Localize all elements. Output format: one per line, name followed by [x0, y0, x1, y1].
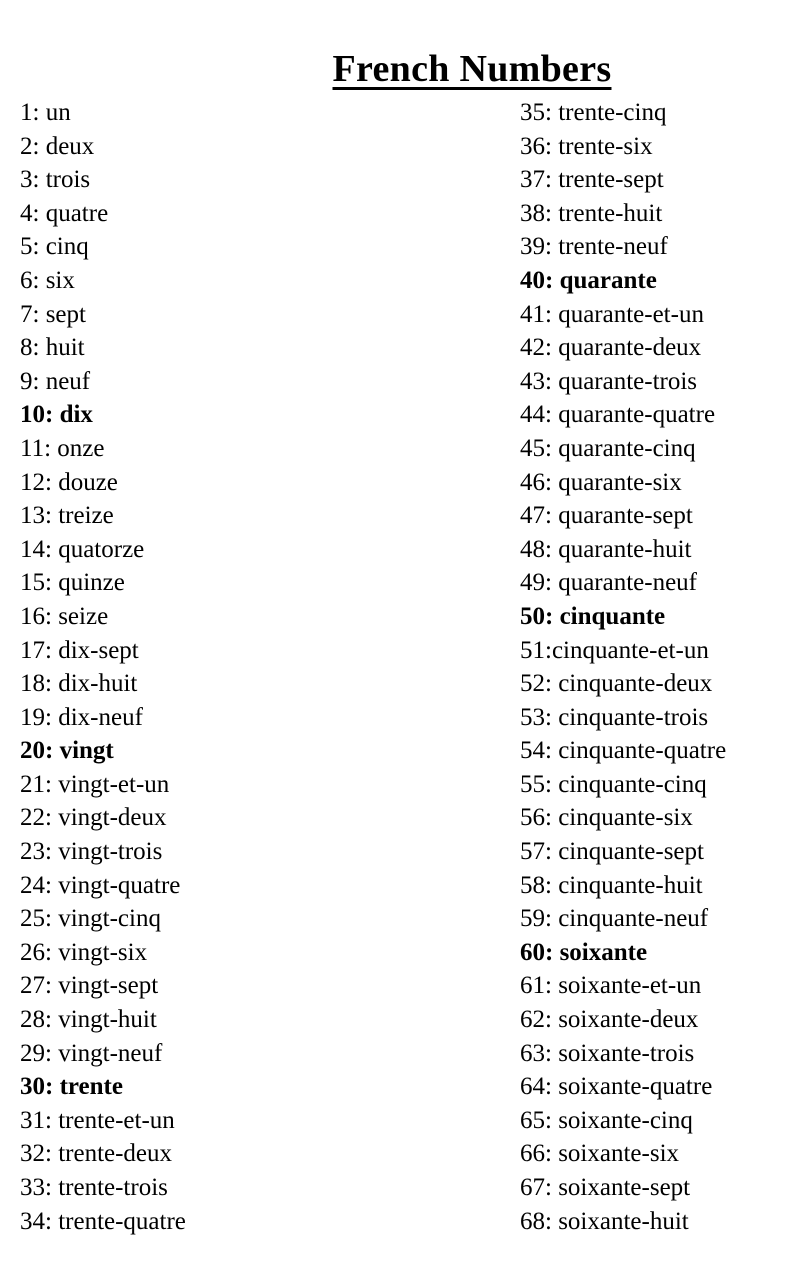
number-entry: 33: trente-trois	[20, 1174, 168, 1201]
number-entry: 16: seize	[20, 602, 109, 630]
number-list-right	[520, 96, 790, 1238]
number-entry: 25: vingt-cinq	[20, 905, 161, 933]
number-entry: 9: neuf	[20, 367, 91, 395]
number-entry: 11: onze	[20, 434, 105, 462]
number-entry: 61: soixante-et-un	[520, 972, 702, 1000]
number-entry: 42: quarante-deux	[520, 334, 702, 362]
number-entry: 3: trois	[20, 166, 91, 194]
number-entry: 65: soixante-cinq	[520, 1106, 693, 1134]
number-entry: 38: trente-huit	[520, 199, 663, 227]
number-entry: 21: vingt-et-un	[20, 770, 170, 798]
number-entry: 17: dix-sept	[20, 636, 139, 664]
number-entry: 22: vingt-deux	[20, 804, 167, 832]
number-entry: 56: cinquante-six	[520, 804, 693, 832]
number-entry: 36: trente-six	[520, 132, 653, 160]
number-entry: 28: vingt-huit	[20, 1006, 157, 1034]
number-entry-heading: 60: soixante	[520, 938, 648, 966]
number-entry: 24: vingt-quatre	[20, 871, 181, 899]
number-entry: 53: cinquante-trois	[520, 703, 709, 731]
number-entry: 44: quarante-quatre	[520, 401, 716, 429]
number-entry: 51:cinquante-et-un	[520, 636, 709, 664]
number-entry: 12: douze	[20, 468, 118, 496]
number-entry: 48: quarante-huit	[520, 535, 692, 563]
number-entry: 68: soixante-huit	[520, 1207, 689, 1235]
number-entry: 45: quarante-cinq	[520, 434, 696, 462]
number-entry: 6: six	[20, 266, 75, 294]
number-entry: 23: vingt-trois	[20, 838, 163, 866]
number-entry: 62: soixante-deux	[520, 1006, 699, 1034]
number-entry: 49: quarante-neuf	[520, 569, 698, 597]
number-list-left	[20, 96, 480, 1238]
number-entry: 37: trente-sept	[520, 166, 664, 194]
number-entry: 55: cinquante-cinq	[520, 770, 707, 798]
number-entry-heading: 20: vingt	[20, 737, 114, 765]
number-entry-heading: 10: dix	[20, 401, 93, 429]
number-entry: 63: soixante-trois	[520, 1039, 695, 1067]
number-entry: 32: trente-deux	[20, 1140, 173, 1168]
number-entry: 35: trente-cinq	[520, 99, 667, 126]
number-entry: 46: quarante-six	[520, 468, 682, 496]
number-entry: 52: cinquante-deux	[520, 670, 713, 698]
number-entry: 27: vingt-sept	[20, 972, 159, 1000]
number-entry: 19: dix-neuf	[20, 703, 143, 731]
number-entry-heading: 30: trente	[20, 1073, 123, 1101]
number-entry: 59: cinquante-neuf	[520, 905, 709, 933]
number-entry: 14: quatorze	[20, 535, 145, 563]
number-entry: 5: cinq	[20, 233, 89, 261]
number-entry: 13: treize	[20, 502, 114, 530]
page-title: French Numbers	[332, 48, 612, 91]
number-entry: 8: huit	[20, 334, 85, 362]
number-entry: 7: sept	[20, 300, 86, 328]
number-entry: 41: quarante-et-un	[520, 300, 704, 328]
number-entry: 26: vingt-six	[20, 938, 148, 966]
number-entry: 2: deux	[20, 132, 95, 160]
number-entry: 66: soixante-six	[520, 1140, 680, 1168]
number-entry: 47: quarante-sept	[520, 502, 693, 530]
number-entry: 18: dix-huit	[20, 670, 138, 698]
number-entry: 29: vingt-neuf	[20, 1039, 163, 1067]
number-entry-heading: 50: cinquante	[520, 602, 666, 630]
number-entry: 15: quinze	[20, 569, 125, 597]
number-entry: 64: soixante-quatre	[520, 1073, 713, 1101]
number-entry: 58: cinquante-huit	[520, 871, 703, 899]
number-entry: 1: un	[20, 99, 71, 126]
number-entry: 57: cinquante-sept	[520, 838, 704, 866]
number-entry: 54: cinquante-quatre	[520, 737, 727, 765]
number-entry: 34: trente-quatre	[20, 1207, 186, 1235]
number-entry: 67: soixante-sept	[520, 1174, 691, 1201]
number-entry: 39: trente-neuf	[520, 233, 668, 261]
number-entry: 43: quarante-trois	[520, 367, 698, 395]
number-entry-heading: 40: quarante	[520, 266, 657, 294]
number-entry: 31: trente-et-un	[20, 1106, 175, 1134]
number-entry: 4: quatre	[20, 199, 109, 227]
